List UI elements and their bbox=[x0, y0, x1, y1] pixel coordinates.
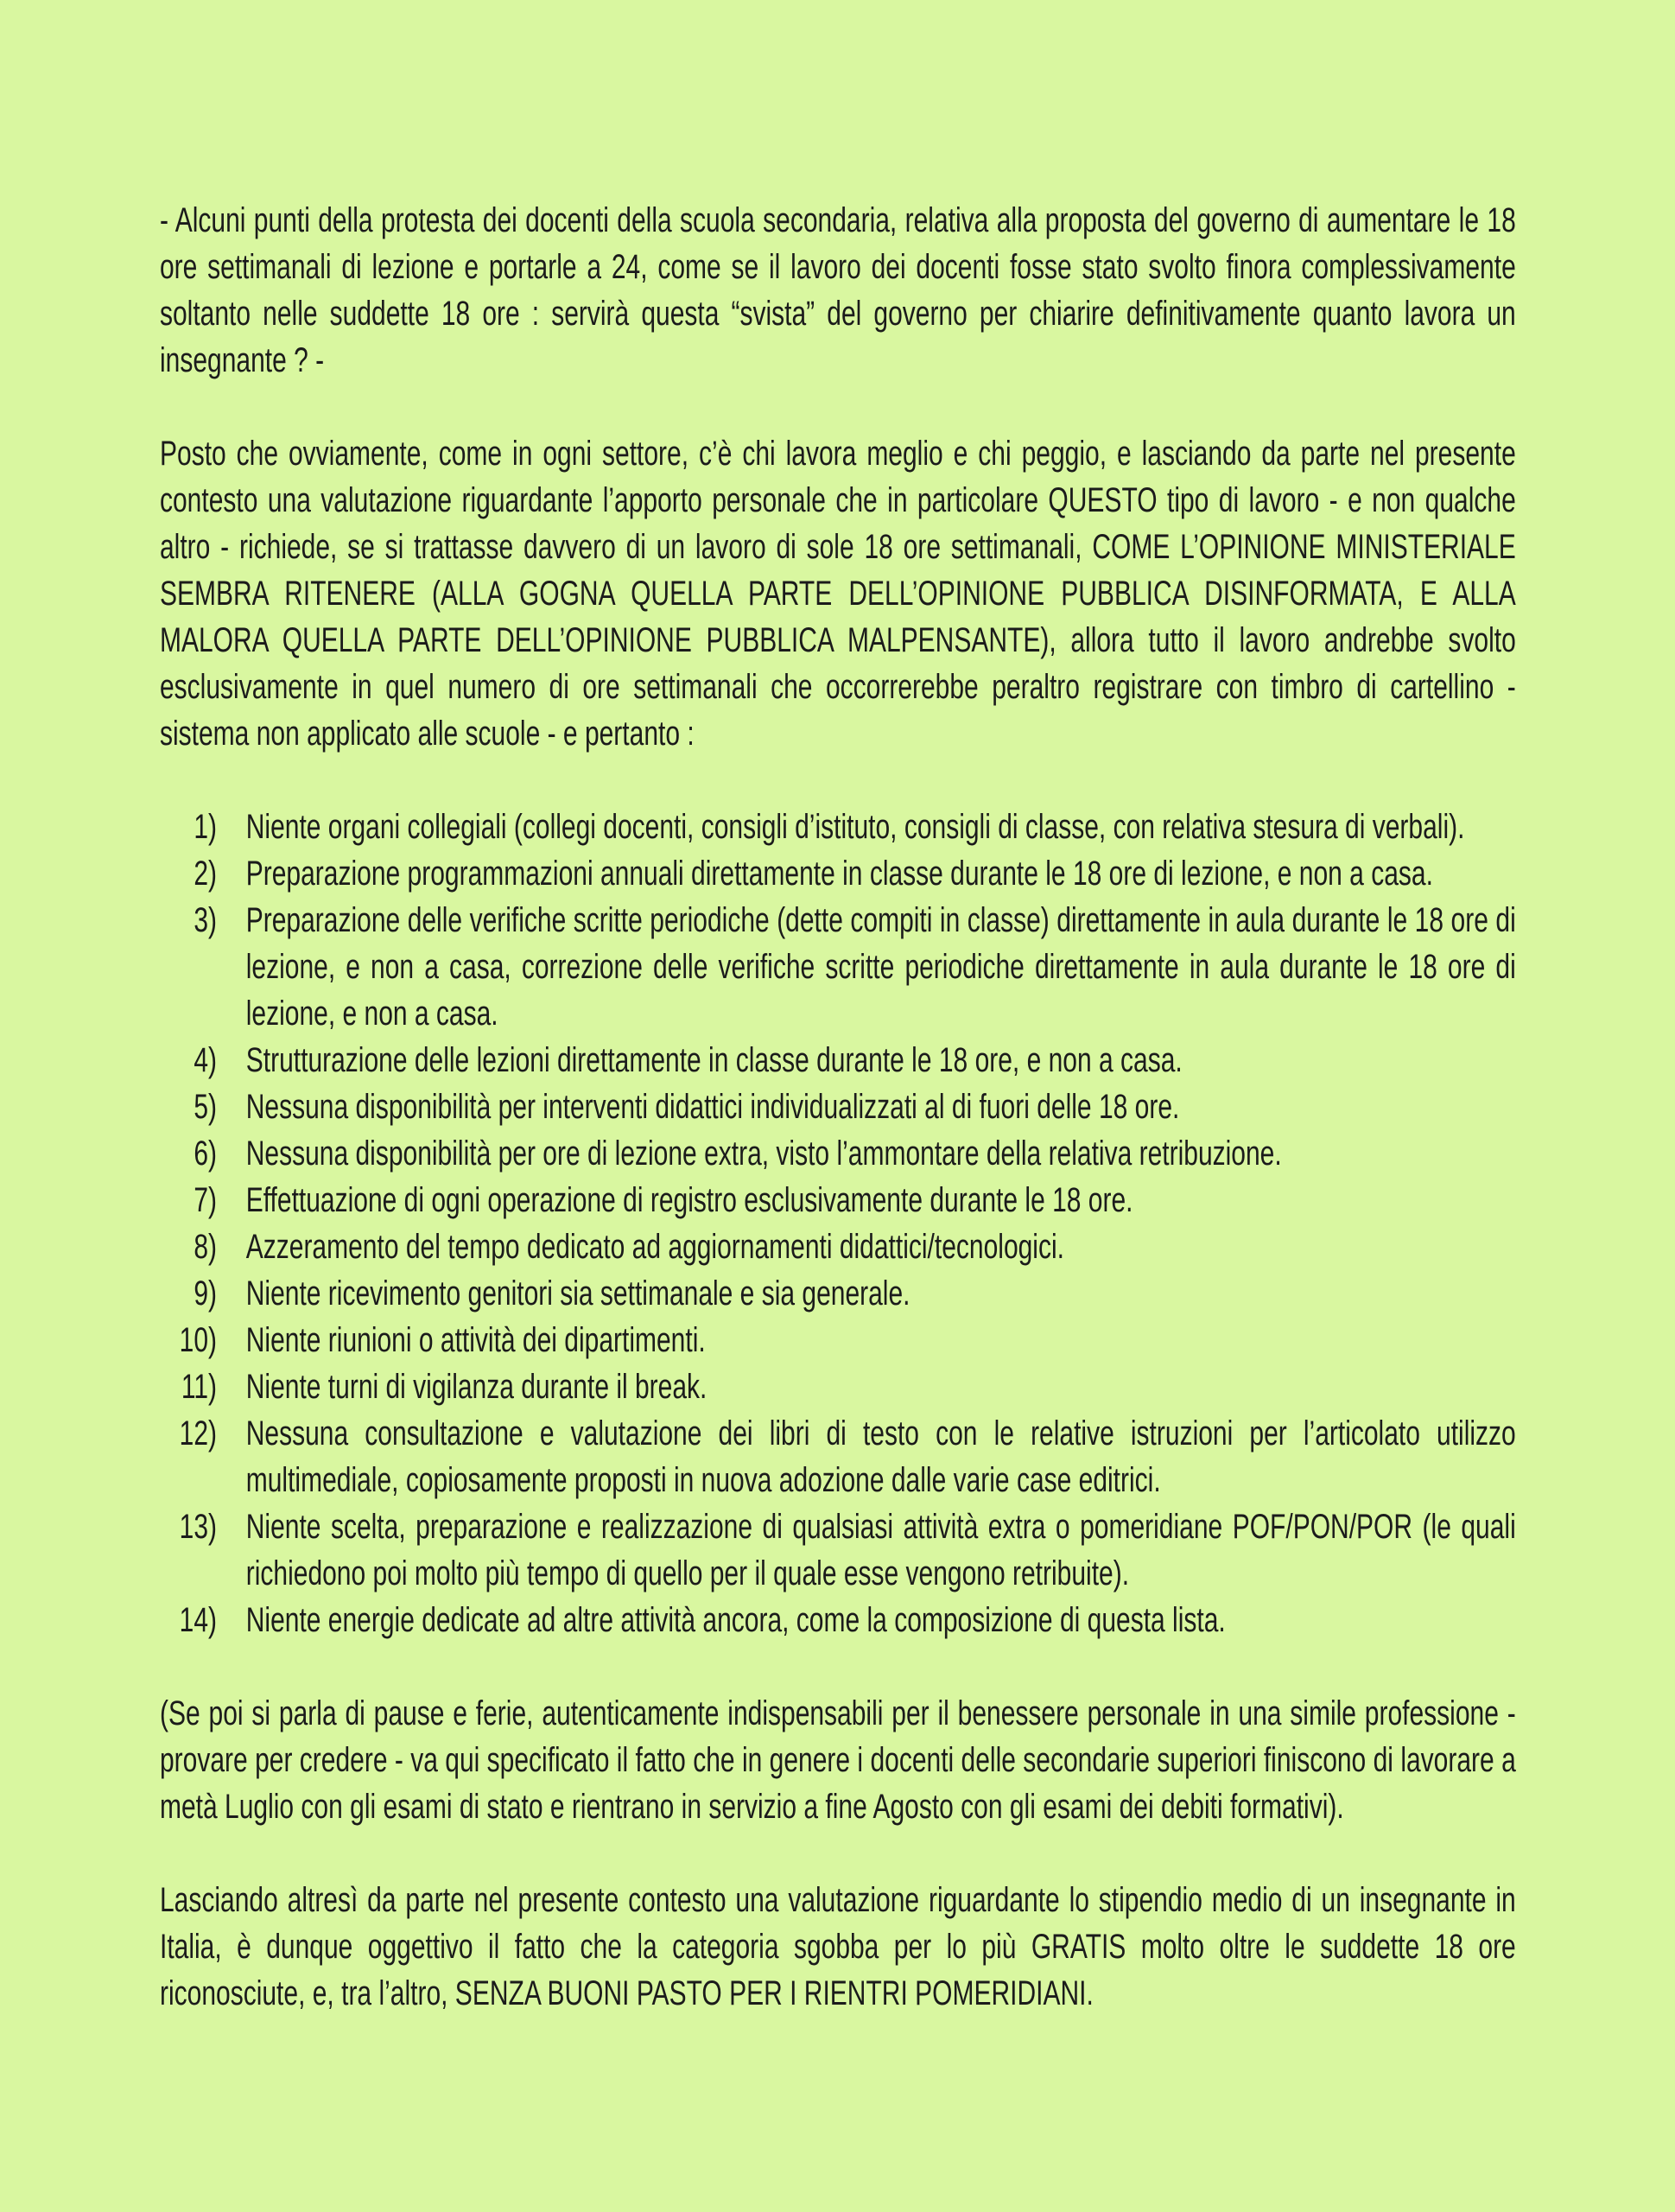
conclusion-paragraph: Lasciando altresì da parte nel presente contesto una valutazione riguardante lo stipendio medio di un insegnante in Italia, è dunque oggettivo il fatto che la categoria sgobba per lo più GRATIS molto oltre le suddette 18 ore riconosciute, e, tra l’altro, SENZA BUONI PASTO PER I RIENTRI POMERIDIANI. bbox=[160, 1881, 1516, 2012]
list-item-13 bbox=[160, 1503, 1516, 1597]
list-item-text: Niente scelta, preparazione e realizzazione di qualsiasi attività extra o pomeridiane POF/PON/POR (le quali richiedono poi molto più tempo di quello per il quale esse vengono retribuite). bbox=[245, 1508, 1516, 1592]
list-item-text: Nessuna disponibilità per ore di lezione extra, visto l’ammontare della relativa retribuzione. bbox=[245, 1135, 1282, 1173]
list-item-number: 13) bbox=[179, 1508, 217, 1546]
list-item-12 bbox=[160, 1410, 1516, 1503]
list-item-number: 8) bbox=[194, 1228, 217, 1266]
list-item-number: 2) bbox=[194, 855, 217, 893]
list-item-2 bbox=[160, 850, 1516, 897]
list-item-14 bbox=[160, 1597, 1516, 1643]
list-item-text: Niente turni di vigilanza durante il break. bbox=[245, 1368, 707, 1406]
list-item-text: Niente organi collegiali (collegi docenti, consigli d’istituto, consigli di classe, con relativa stesura di verbali). bbox=[245, 808, 1465, 846]
list-item-number: 11) bbox=[181, 1368, 217, 1406]
list-item-number: 12) bbox=[179, 1414, 217, 1452]
protest-points-list bbox=[160, 804, 1516, 1643]
list-item-text: Niente energie dedicate ad altre attività ancora, come la composizione di questa lista. bbox=[245, 1601, 1226, 1639]
holidays-note-paragraph: (Se poi si parla di pause e ferie, autenticamente indispensabili per il benessere personale in una simile professione - provare per credere - va qui specificato il fatto che in genere i docenti delle secondarie superiori finiscono di lavorare a metà Luglio con gli esami di stato e rientrano in servizio a fine Agosto con gli esami dei debiti formativi). bbox=[160, 1694, 1516, 1826]
list-item-9 bbox=[160, 1270, 1516, 1317]
list-item-number: 10) bbox=[179, 1321, 217, 1359]
list-item-text: Niente ricevimento genitori sia settimanale e sia generale. bbox=[245, 1274, 910, 1313]
list-item-3 bbox=[160, 897, 1516, 1037]
document-content bbox=[160, 197, 1516, 2017]
list-item-text: Niente riunioni o attività dei dipartimenti. bbox=[245, 1321, 706, 1359]
list-item-number: 3) bbox=[194, 901, 217, 939]
list-item-number: 4) bbox=[194, 1041, 217, 1079]
list-item-1 bbox=[160, 804, 1516, 850]
list-item-4 bbox=[160, 1037, 1516, 1084]
list-item-number: 6) bbox=[194, 1135, 217, 1173]
list-item-text: Azzeramento del tempo dedicato ad aggiornamenti didattici/tecnologici. bbox=[245, 1228, 1064, 1266]
intro-paragraph: - Alcuni punti della protesta dei docenti della scuola secondaria, relativa alla proposta del governo di aumentare le 18 ore settimanali di lezione e portarle a 24, come se il lavoro dei docenti fosse stato svolto finora complessivamente soltanto nelle suddette 18 ore : servirà questa “svista” del governo per chiarire definitivamente quanto lavora un insegnante ? - bbox=[160, 201, 1516, 379]
list-item-number: 9) bbox=[194, 1274, 217, 1313]
list-item-11 bbox=[160, 1363, 1516, 1410]
list-item-text: Preparazione delle verifiche scritte periodiche (dette compiti in classe) direttamente in aula durante le 18 ore di lezione, e non a casa, correzione delle verifiche scritte periodiche direttamente in aula durante le 18 ore di lezione, e non a casa. bbox=[245, 901, 1516, 1033]
list-item-number: 1) bbox=[194, 808, 217, 846]
list-item-number: 5) bbox=[194, 1088, 217, 1126]
list-item-6 bbox=[160, 1130, 1516, 1177]
list-item-number: 14) bbox=[179, 1601, 217, 1639]
list-item-5 bbox=[160, 1084, 1516, 1130]
list-item-7 bbox=[160, 1177, 1516, 1224]
list-item-text: Strutturazione delle lezioni direttamente in classe durante le 18 ore, e non a casa. bbox=[245, 1041, 1183, 1079]
list-item-number: 7) bbox=[194, 1181, 217, 1219]
list-item-text: Nessuna consultazione e valutazione dei libri di testo con le relative istruzioni per l’articolato utilizzo multimediale, copiosamente proposti in nuova adozione dalle varie case editrici. bbox=[245, 1414, 1516, 1499]
list-item-text: Preparazione programmazioni annuali direttamente in classe durante le 18 ore di lezione, e non a casa. bbox=[245, 855, 1433, 893]
premise-paragraph: Posto che ovviamente, come in ogni settore, c’è chi lavora meglio e chi peggio, e lasciando da parte nel presente contesto una valutazione riguardante l’apporto personale che in particolare QUESTO tipo di lavoro - e non qualche altro - richiede, se si trattasse davvero di un lavoro di sole 18 ore settimanali, COME L’OPINIONE MINISTERIALE SEMBRA RITENERE (ALLA GOGNA QUELLA PARTE DELL’OPINIONE PUBBLICA DISINFORMATA, E ALLA MALORA QUELLA PARTE DELL’OPINIONE PUBBLICA MALPENSANTE), allora tutto il lavoro andrebbe svolto esclusivamente in quel numero di ore settimanali che occorrerebbe peraltro registrare con timbro di cartellino - sistema non applicato alle scuole - e pertanto : bbox=[160, 435, 1516, 753]
list-item-8 bbox=[160, 1224, 1516, 1270]
list-item-text: Effettuazione di ogni operazione di registro esclusivamente durante le 18 ore. bbox=[245, 1181, 1133, 1219]
list-item-10 bbox=[160, 1317, 1516, 1363]
list-item-text: Nessuna disponibilità per interventi didattici individualizzati al di fuori delle 18 ore. bbox=[245, 1088, 1180, 1126]
